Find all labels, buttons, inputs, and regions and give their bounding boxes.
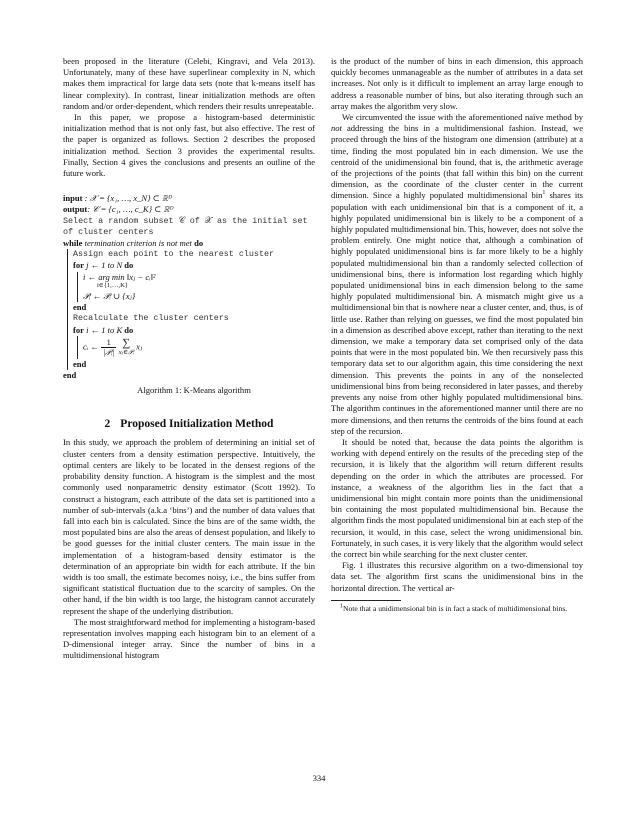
intro-paragraph-2: In this paper, we propose a histogram-based deterministic initialization method that is not only fast, but also effective. The rest of the paper is organized as follows. Section 2 describes the proposed initialization method. Section 3 provides the experimental results. Finally, Section 4 gives the conclusions and presents an outline of the future work. <box>63 112 315 179</box>
algo-do-keyword: do <box>194 238 204 249</box>
footnote-reference: 1 <box>542 190 546 197</box>
algo-center-sum <box>119 338 134 357</box>
algo-for1-line <box>73 260 315 271</box>
footnote <box>331 604 583 613</box>
right-column <box>331 56 583 613</box>
algo-for2-keyword: for <box>73 324 84 335</box>
algo-fraction-denominator: |𝒫ᵢ| <box>102 347 115 357</box>
algo-output-line <box>63 204 315 215</box>
algo-output-expr: : 𝒞 = {c₁, …, c_K} ⊂ ℝᴰ <box>87 204 174 215</box>
right-paragraph-4: Fig. 1 illustrates this recursive algorithm on a two-dimensional toy data set. The algorithm first scans the unidimensional bins in the horizontal direction. The vertical ar- <box>331 560 583 593</box>
algo-select-line: Select a random subset 𝒞 of 𝒳 as the initial set of cluster centers <box>63 215 308 237</box>
section-paragraph-1: In this study, we approach the problem of determining an initial set of cluster centers from a density estimation perspective. Intuitively, the optimal centers are likely to be located in the densest regions of the probability density function. A histogram is the simplest and the most commonly used nonparametric density estimator (Scott 1992). To construct a histogram, each attribute of the data set is partitioned into a number of sub-intervals (a.k.a ‘bins’) and the number of data values that fall into each bin is calculated. Since the bins are of the same width, the most populated bins are also the areas of densest population, and likely to be good guesses for the initial cluster centers. The main issue in the implementation of a histogram-based density estimator is the determination of an appropriate bin width for each attribute. If the bin width is too small, the estimate becomes noisy, i.e., the bins suffer from significant statistical fluctuation due to the scarcity of samples. On the other hand, if the bin width is too large, the histogram cannot accurately represent the shape of the underlying distribution. <box>63 437 315 616</box>
algo-center-fraction <box>101 338 116 357</box>
algo-while-keyword: while <box>63 238 83 249</box>
left-column <box>63 56 315 662</box>
algo-input-line <box>63 193 315 204</box>
algo-while-condition: termination criterion is not met <box>84 238 192 249</box>
p2-start: We circumvented the issue with the aforementioned naïve method by <box>342 112 583 123</box>
algo-for1-keyword: for <box>73 260 84 271</box>
algo-sum-subscript: xⱼ∈𝒫ᵢ <box>118 348 134 356</box>
algorithm-caption: Algorithm 1: K-Means algorithm <box>137 385 251 396</box>
algo-assign-line: Assign each point to the nearest cluster <box>73 249 275 260</box>
algo-input-keyword: input <box>63 193 83 204</box>
footnote-rule <box>331 600 401 601</box>
algo-for2-do: do <box>124 324 134 335</box>
algo-for2-line <box>73 325 315 336</box>
algo-for2-range: i ← 1 to K <box>86 324 123 335</box>
algo-for2-end: end <box>73 358 87 369</box>
section-number: 2 <box>104 418 111 431</box>
algo-center-lhs: cᵢ ← <box>83 341 99 352</box>
algo-for1-range: j ← 1 to N <box>86 260 123 271</box>
intro-paragraph-1: been proposed in the literature (Celebi, Kingravi, and Vela 2013). Unfortunately, many of these have superlinear complexity in N, which makes them impractical for large data sets (note that k-means itself has linear complexity). In contrast, linear initialization methods are often random and/or order-dependent, which renders their results unrepeatable. <box>63 56 315 111</box>
algo-for2-body <box>77 336 315 359</box>
p2-emphasis: not <box>331 123 342 134</box>
page-number: 334 <box>312 773 326 783</box>
section-heading <box>63 418 315 431</box>
right-paragraph-2 <box>331 112 583 437</box>
algo-argmin-expr: i ← arg min ‖xⱼ − cᵢ‖² <box>83 271 156 282</box>
section-paragraph-2: The most straightforward method for implementing a histogram-based representation involves mapping each histogram bin to an element of a D-dimensional integer array. Since the number of bins in a multidimensional histogram <box>63 616 315 661</box>
algo-center-update <box>83 336 315 359</box>
algo-while-body <box>67 249 315 370</box>
algo-for1-end: end <box>73 302 87 313</box>
algo-for1-do: do <box>124 260 134 271</box>
footnote-text: Note that a unidimensional bin is in fact a stack of multidimensional bins. <box>343 603 568 613</box>
algo-while-line <box>63 238 315 249</box>
algo-for1-body <box>77 272 315 303</box>
algo-output-keyword: output <box>63 204 88 215</box>
p2-middle: addressing the bins in a multidimensional fashion. Instead, we proceed through the bins of the histogram one dimension (attribute) at a time, finding the most populated bin in each dimension. We use the centroid of the unidimensional bin found, that is, the arithmetic average of the projections of the points (that fall within this bin) on the current dimension, as the coordinate of the cluster center in the current dimension. Since a highly populated multidimensional bin <box>331 123 583 201</box>
algorithm-block <box>63 193 315 396</box>
algo-recalc-line: Recalculate the cluster centers <box>73 313 229 324</box>
algo-sum-symbol: ∑ <box>122 336 131 349</box>
algo-while-end: end <box>63 370 77 381</box>
footnote-mark: 1 <box>340 603 343 610</box>
algo-input-expr: : 𝒳 = {x₁, …, x_N} ⊂ ℝᴰ <box>84 193 173 204</box>
algo-fraction-numerator: 1 <box>101 338 116 348</box>
algo-set-update: 𝒫ᵢ ← 𝒫ᵢ ∪ {xⱼ} <box>83 291 136 302</box>
p2-end: shares its population with each unidimensional bin that is a component of it, a highly populated unidimensional bin is likely to be a component of a highly populated multidimensional bin. This, however, does not solve the problem entirely. One might notice that, although a combination of highly populated unidimensional bins is far more likely to be a highly populated multidimensional bin than a randomly selected collection of unidimensional bins, there is information lost regarding which highly populated unidimensional bins in each dimension belong to the same highly populated multidimensional bin. A mismatch might give us a multidimensional bin that is nowhere near a cluster center, and, thus, is of little use. Rather than relying on guesses, we find the most populated bin in a dimension as described above except, rather than iterating to the next dimension, we make a temporary data set comprised only of the data points that were in the most populated bin. We then recursively pass this temporary data set to our algorithm again, this time considering the next dimension. This prevents the points in any of the nonselected unidimensional bins from being reconsidered in later passes, and thereby prevents any noise from other highly populated multidimensional bins. The algorithm continues in the aforementioned manner until there are no more dimensions, and then returns the centroids of the bins found at each step of the recursion. <box>331 190 583 436</box>
section-title: Proposed Initialization Method <box>120 418 274 431</box>
algo-sum-term: xⱼ <box>136 341 143 352</box>
right-paragraph-3: It should be noted that, because the data points the algorithm is working with depend entirely on the results of the preceding step of the recursion, it is likely that the algorithm will return different results depending on the order in which the attributes are processed. For instance, a weakness of the algorithm lies in the fact that a unidimensional bin might contain more points than the unidimensional bin containing the most populated multidimensional bin. Because the algorithm finds the most populated unidimensional bin at each step of the recursion, it would, in this case, select the wrong unidimensional bin. Fortunately, in such cases, it is very likely that the algorithm would select the correct bin while searching for the next cluster center. <box>331 436 583 559</box>
right-paragraph-1: is the product of the number of bins in each dimension, this approach quickly becomes unmanageable as the number of attributes in a data set increases. Not only is it difficult to implement an array large enough to address a reasonable number of bins, but also iterating through such an array makes the algorithm very slow. <box>331 56 583 111</box>
algo-argmin-subscript: i∈{1,…,K} <box>97 281 128 289</box>
